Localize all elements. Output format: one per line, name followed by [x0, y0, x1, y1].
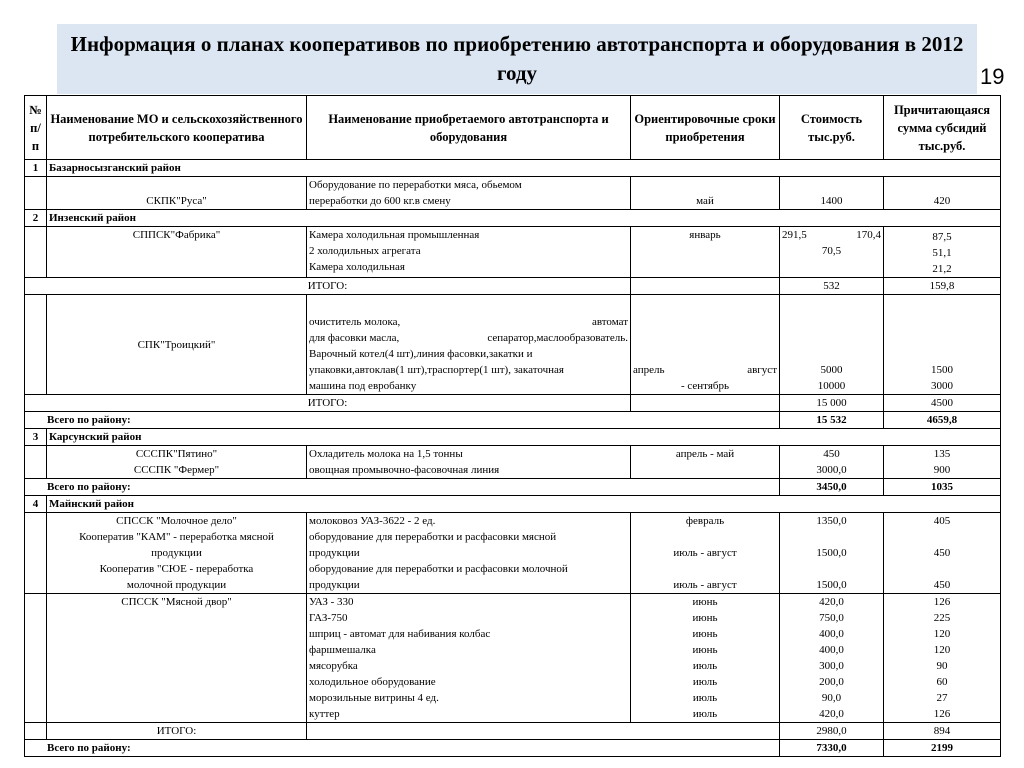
cost-value: 400,0	[819, 644, 844, 656]
header-item: Наименование приобретаемого автотранспорта и оборудования	[307, 96, 631, 160]
item-text: оборудование для переработки и расфасовки молочной	[309, 563, 568, 575]
period-text: июль	[692, 676, 718, 688]
cost-value: 170,4	[856, 229, 881, 241]
cooperative-name: СППСК"Фабрика"	[47, 227, 307, 278]
district-total-row	[25, 412, 1001, 429]
subtotal-row	[25, 395, 1001, 412]
cooperative-text: СССПК "Фермер"	[133, 464, 220, 476]
item-text: машина под евробанку	[309, 380, 417, 392]
period-cell: январь	[631, 227, 780, 278]
subsidy-value: 21,2	[932, 263, 952, 275]
title-text: Информация о планах кооперативов по приобретению автотранспорта и оборудования в 2012 году	[70, 32, 964, 85]
period-cell	[631, 513, 780, 594]
subtotal-subsidy: 4500	[884, 395, 1001, 412]
item-text: для фасовки масла,	[309, 332, 400, 344]
subtotal-subsidy: 894	[884, 723, 1001, 740]
period-text: февраль	[685, 515, 725, 527]
district-row	[25, 210, 1001, 227]
subtotal-label: ИТОГО:	[25, 278, 631, 295]
item-text: Камера холодильная	[309, 261, 405, 273]
cost-value: 420,0	[819, 708, 844, 720]
cost-value: 70,5	[821, 245, 842, 257]
period-text: июнь	[692, 612, 718, 624]
subsidy-value: 126	[933, 596, 951, 608]
item-cell	[307, 295, 631, 395]
subtotal-label: ИТОГО:	[25, 395, 631, 412]
subsidy-value: 450	[933, 547, 951, 559]
cost-value: 300,0	[819, 660, 844, 672]
cooperative-text: Кооператив "СЮЕ - переработка	[99, 563, 254, 575]
item-text: 2 холодильных агрегата	[309, 245, 421, 257]
cost-value: 90,0	[821, 692, 842, 704]
subsidy-value: 450	[933, 579, 951, 591]
district-total-subsidy: 4659,8	[884, 412, 1001, 429]
cost-value: 1350,0	[816, 515, 847, 527]
item-text: фаршмешалка	[309, 644, 376, 656]
district-row	[25, 160, 1001, 177]
item-text: сепаратор,маслообразователь.	[487, 332, 628, 344]
item-text: мясорубка	[309, 660, 358, 672]
subtotal-cost: 2980,0	[780, 723, 884, 740]
period-text: июнь	[692, 596, 718, 608]
table-header-row	[25, 96, 1001, 160]
subsidy-value: 135	[933, 448, 951, 460]
district-row	[25, 496, 1001, 513]
cooperative-name: СКПК"Руса"	[47, 177, 307, 210]
item-text: очиститель молока,	[309, 316, 401, 328]
cost-value: 750,0	[819, 612, 844, 624]
subsidy-cell	[884, 446, 1001, 479]
period-text: июль	[692, 708, 718, 720]
cooperative-name: СПССК "Мясной двор"	[47, 594, 307, 723]
item-cell	[307, 513, 631, 594]
cooperative-text: продукции	[151, 547, 202, 559]
subsidy-value: 27	[936, 692, 948, 704]
cost-cell	[780, 594, 884, 723]
item-cell	[307, 446, 631, 479]
item-text: Оборудование по переработки мяса, обьемом	[309, 179, 522, 191]
period-cell: май	[631, 177, 780, 210]
header-cost: Стоимость тыс.руб.	[780, 96, 884, 160]
subtotal-label: ИТОГО:	[47, 723, 307, 740]
period-cell	[631, 594, 780, 723]
subsidy-value: 120	[933, 644, 951, 656]
header-period: Ориентировочные сроки приобретения	[631, 96, 780, 160]
table-row	[25, 594, 1001, 723]
item-text: оборудование для переработки и расфасовки мясной	[309, 531, 557, 543]
subtotal-cost: 532	[780, 278, 884, 295]
page-title	[57, 24, 977, 94]
subsidy-value: 87,5	[932, 231, 952, 243]
district-total-label: Всего по району:	[25, 412, 780, 429]
district-name: Карсунский район	[47, 429, 1001, 446]
slide-number: 19	[980, 64, 1005, 89]
item-cell	[307, 227, 631, 278]
table-row	[25, 446, 1001, 479]
district-total-subsidy: 1035	[884, 479, 1001, 496]
cooperative-text: Кооператив "КАМ" - переработка мясной	[79, 531, 274, 543]
district-total-row	[25, 479, 1001, 496]
cost-value: 420,0	[819, 596, 844, 608]
cooperative-name	[47, 513, 307, 594]
cooperative-name	[47, 446, 307, 479]
subtotal-row	[25, 278, 1001, 295]
subsidy-cell: 420	[884, 177, 1001, 210]
period-text: июль - август	[673, 547, 737, 559]
subsidy-value: 225	[933, 612, 951, 624]
cost-value: 400,0	[819, 628, 844, 640]
district-name: Майнский район	[47, 496, 1001, 513]
period-text: июнь	[692, 644, 718, 656]
cost-cell	[780, 295, 884, 395]
table-row	[25, 227, 1001, 278]
item-text: овощная промывочно-фасовочная линия	[309, 464, 500, 476]
cost-value: 1500,0	[816, 547, 847, 559]
district-number: 1	[25, 160, 47, 177]
cost-value: 5000	[820, 364, 843, 376]
cost-value: 3000,0	[816, 464, 847, 476]
subsidy-value: 405	[933, 515, 951, 527]
district-total-cost: 7330,0	[780, 740, 884, 757]
subtotal-cost: 15 000	[780, 395, 884, 412]
district-number: 4	[25, 496, 47, 513]
item-text: УАЗ - 330	[309, 596, 354, 608]
period-text: август	[747, 364, 777, 376]
district-row	[25, 429, 1001, 446]
subtotal-row	[25, 723, 1001, 740]
cooperative-name: СПК"Троицкий"	[47, 295, 307, 395]
period-text: апрель	[633, 364, 665, 376]
cost-value: 1500,0	[816, 579, 847, 591]
table-row	[25, 177, 1001, 210]
header-org: Наименование МО и сельскохозяйственного потребительского кооператива	[47, 96, 307, 160]
item-text: Охладитель молока на 1,5 тонны	[309, 448, 463, 460]
period-text: июль - август	[673, 579, 737, 591]
cost-cell: 1400	[780, 177, 884, 210]
item-text: продукции	[309, 547, 360, 559]
item-text: холодильное оборудование	[309, 676, 436, 688]
district-total-cost: 3450,0	[780, 479, 884, 496]
subsidy-table	[24, 95, 1000, 757]
district-name: Базарносызганский район	[47, 160, 1001, 177]
subsidy-cell	[884, 295, 1001, 395]
subsidy-value: 126	[933, 708, 951, 720]
cost-value: 200,0	[819, 676, 844, 688]
item-text: Варочный котел(4 шт),линия фасовки,закатки и	[309, 348, 533, 360]
district-total-row	[25, 740, 1001, 757]
district-name: Инзенский район	[47, 210, 1001, 227]
district-total-label: Всего по району:	[25, 479, 780, 496]
subsidy-value: 60	[936, 676, 948, 688]
item-text: ГАЗ-750	[309, 612, 348, 624]
subsidy-cell	[884, 513, 1001, 594]
period-text: июнь	[692, 628, 718, 640]
district-total-cost: 15 532	[780, 412, 884, 429]
item-cell	[307, 177, 631, 210]
item-text: морозильные витрины 4 ед.	[309, 692, 439, 704]
subtotal-subsidy: 159,8	[884, 278, 1001, 295]
cooperative-text: молочной продукции	[126, 579, 227, 591]
cooperative-text: СССПК"Пятино"	[135, 448, 218, 460]
period-cell: апрель - май	[631, 446, 780, 479]
district-number: 3	[25, 429, 47, 446]
subsidy-value: 900	[933, 464, 951, 476]
subsidy-value: 1500	[931, 364, 953, 376]
subsidy-cell	[884, 594, 1001, 723]
item-text: шприц - автомат для набивания колбас	[309, 628, 491, 640]
table-row	[25, 513, 1001, 594]
item-text: автомат	[591, 316, 628, 328]
cooperative-text: СПССК "Молочное дело"	[116, 515, 237, 527]
cost-cell	[780, 227, 884, 278]
item-text: Камера холодильная промышленная	[309, 229, 480, 241]
subsidy-value: 51,1	[932, 247, 952, 259]
district-total-label: Всего по району:	[25, 740, 780, 757]
item-text: куттер	[309, 708, 340, 720]
subsidy-value: 90	[936, 660, 948, 672]
cost-value: 450	[823, 448, 840, 460]
header-subsidy: Причитающаяся сумма субсидий тыс.руб.	[884, 96, 1001, 160]
cost-value: 291,5	[782, 229, 807, 241]
period-text: июль	[692, 660, 718, 672]
period-text: июль	[692, 692, 718, 704]
subsidy-cell	[884, 227, 1001, 278]
item-cell	[307, 594, 631, 723]
item-text: упаковки,автоклав(1 шт),траспортер(1 шт), закаточная	[309, 364, 564, 376]
item-text: молоковоз УАЗ-3622 - 2 ед.	[309, 515, 436, 527]
cost-value: 10000	[817, 380, 846, 392]
subsidy-value: 3000	[931, 380, 953, 392]
header-num: № п/п	[25, 96, 47, 160]
period-cell	[631, 295, 780, 395]
district-number: 2	[25, 210, 47, 227]
item-text: продукции	[309, 579, 360, 591]
district-total-subsidy: 2199	[884, 740, 1001, 757]
subsidy-value: 120	[933, 628, 951, 640]
item-text: переработки до 600 кг.в смену	[309, 195, 451, 207]
cost-cell	[780, 513, 884, 594]
cost-cell	[780, 446, 884, 479]
table-row	[25, 295, 1001, 395]
period-text: - сентябрь	[680, 380, 730, 392]
